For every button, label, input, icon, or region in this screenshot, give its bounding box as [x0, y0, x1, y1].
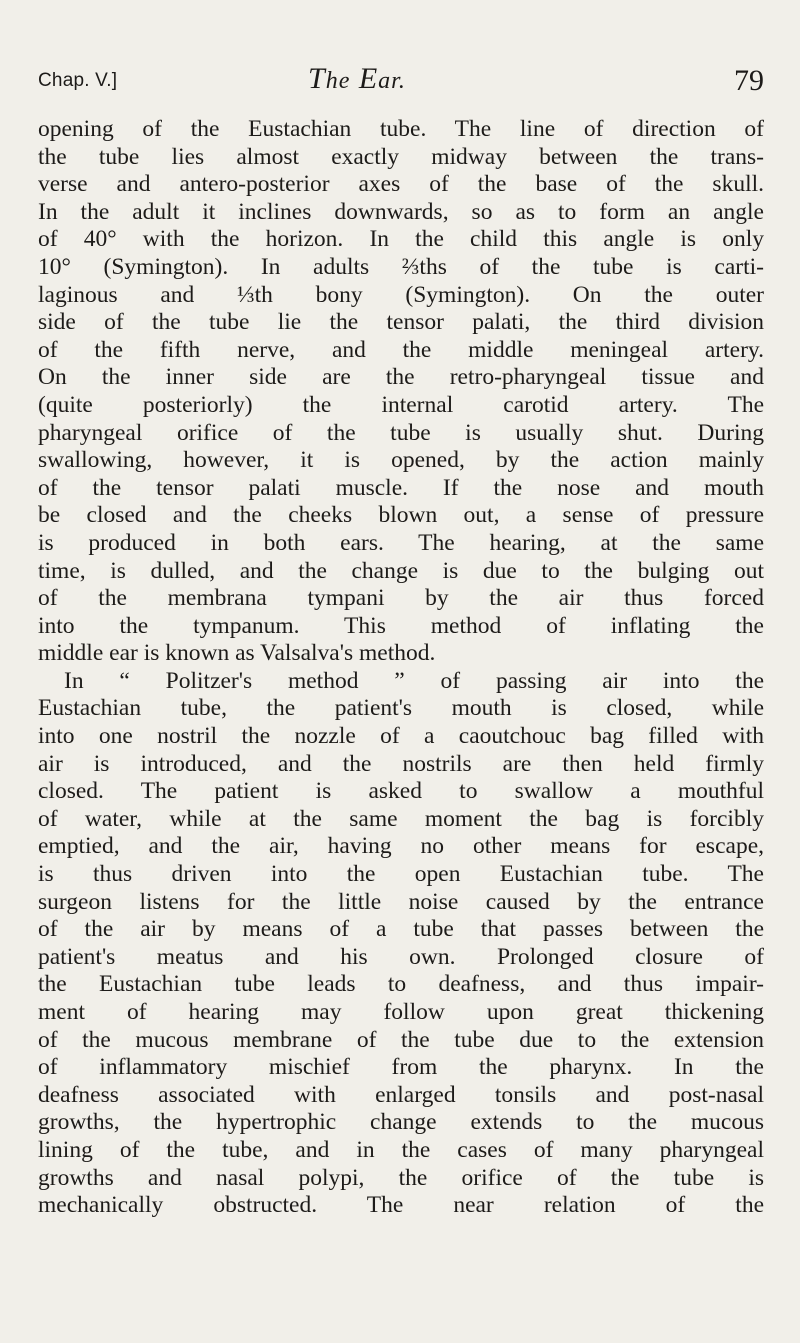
running-title-initial-e: E — [358, 62, 379, 95]
text-line: into one nostril the nozzle of a caoutchouc bag filled with — [38, 723, 764, 750]
text-line: surgeon listens for the little noise caused by the entrance — [38, 888, 764, 915]
running-title-rest-he: he — [325, 68, 351, 94]
text-line: mechanically obstructed. The near relation of the — [38, 1192, 764, 1219]
text-line: opening of the Eustachian tube. The line of direction of — [38, 116, 764, 142]
running-title-rest-ar: ar. — [378, 68, 406, 94]
text-line: air is introduced, and the nostrils are then held firmly — [38, 750, 764, 777]
text-line: On the inner side are the retro-pharyngeal tissue and — [38, 364, 764, 391]
text-line: of the membrana tympani by the air thus forced — [38, 585, 764, 612]
text-line: swallowing, however, it is opened, by the action mainly — [38, 447, 764, 474]
text-line: of 40° with the horizon. In the child this angle is only — [38, 226, 764, 253]
text-line: lining of the tube, and in the cases of many pharyngeal — [38, 1136, 764, 1163]
text-line: growths and nasal polypi, the orifice of the tube is — [38, 1164, 764, 1191]
text-line: of inflammatory mischief from the pharynx. In the — [38, 1054, 764, 1081]
text-line: 10° (Symington). In adults ⅔ths of the tube is carti- — [38, 253, 764, 280]
running-title — [308, 62, 406, 96]
text-line: patient's meatus and his own. Prolonged closure of — [38, 943, 764, 970]
text-line: the tube lies almost exactly midway between the trans- — [38, 143, 764, 170]
text-line: ment of hearing may follow upon great thickening — [38, 999, 764, 1025]
text-line: of the mucous membrane of the tube due to the extension — [38, 1026, 764, 1053]
text-line: is produced in both ears. The hearing, at the same — [38, 529, 764, 556]
text-line: Eustachian tube, the patient's mouth is closed, while — [38, 695, 764, 722]
text-line: pharyngeal orifice of the tube is usually shut. During — [38, 419, 764, 446]
text-line: closed. The patient is asked to swallow a mouthful — [38, 778, 764, 805]
text-line: (quite posteriorly) the internal carotid artery. The — [38, 391, 764, 418]
text-line: of the fifth nerve, and the middle meningeal artery. — [38, 336, 764, 363]
text-line: be closed and the cheeks blown out, a sense of pressure — [38, 502, 764, 529]
text-line: deafness associated with enlarged tonsils and post-nasal — [38, 1081, 764, 1108]
running-title-initial-t: T — [308, 62, 326, 95]
text-line: In the adult it inclines downwards, so as to form an angle — [38, 198, 764, 225]
text-line: is thus driven into the open Eustachian tube. The — [38, 861, 764, 888]
text-line: side of the tube lie the tensor palati, the third division — [38, 309, 764, 336]
text-line-paragraph-start: In “ Politzer's method ” of passing air into the — [64, 667, 764, 694]
running-head — [38, 62, 764, 102]
text-line-paragraph-end: middle ear is known as Valsalva's method. — [38, 640, 436, 667]
text-line: growths, the hypertrophic change extends to the mucous — [38, 1109, 764, 1136]
text-line: of water, while at the same moment the bag is forcibly — [38, 805, 764, 832]
text-line: into the tympanum. This method of inflating the — [38, 612, 764, 639]
text-line: the Eustachian tube leads to deafness, and thus impair- — [38, 971, 764, 998]
text-line: of the tensor palati muscle. If the nose and mouth — [38, 474, 764, 501]
page-number: 79 — [734, 64, 764, 97]
text-line: laginous and ⅓th bony (Symington). On the outer — [38, 281, 764, 308]
body-text — [38, 116, 764, 1220]
text-line: verse and antero-posterior axes of the base of the skull. — [38, 171, 764, 198]
text-line: of the air by means of a tube that passes between the — [38, 916, 764, 943]
text-line: emptied, and the air, having no other means for escape, — [38, 833, 764, 860]
text-line: time, is dulled, and the change is due to the bulging out — [38, 557, 764, 584]
chapter-label: Chap. V.] — [38, 70, 118, 91]
